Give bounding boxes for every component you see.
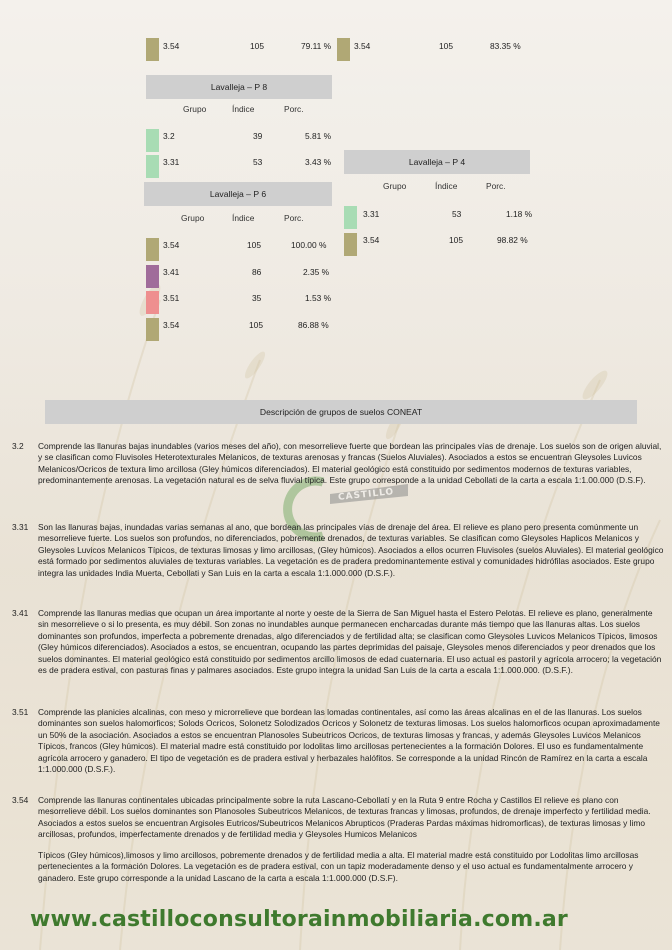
top-left-grupo: 3.54 xyxy=(163,41,180,51)
p8-row2-indice: 53 xyxy=(253,157,263,167)
p6-row2-indice: 86 xyxy=(252,267,262,277)
desc-paragraph: Son las llanuras bajas, inundadas varias semanas al ano, que bordean las principales vías de drenaje del área. El relieve es plano pero presenta comúnmente un mesorrelieve fuerte. Los suelos son profundos, no diferenciados, pobremente drenados, de texturas variables. Se clasifican como Gleysoles Haplicos Melanicos y Gleysoles Luvicos Melanicos Típicos, de texturas limosas y limo arcillosas, (Gley húmicos). Asociados a ellos ocurren Fluvisoles (suelos Aluviales). El material geológico está formado por sedimentos aluviales de texturas variables. La vegetación es de pradera predominantemente estival y comunidades hidrófilas asociados. Este grupo integra las unidades India Muerta, Cebollati y San Luis en la carta a escala 1:1.000.000 (D.S.F.). xyxy=(38,522,664,578)
description-header: Descripción de grupos de suelos CONEAT xyxy=(45,400,637,424)
color-swatch-olive xyxy=(337,38,350,61)
p6-row2-grupo: 3.41 xyxy=(163,267,180,277)
top-right-porc: 83.35 % xyxy=(490,41,521,51)
desc-paragraph: Comprende las llanuras bajas inundables (varios meses del año), con mesorrelieve fuerte que bordean las principales vías de drenaje. Los suelos son de origen aluvial, y se clasifican como Fluvisoles Heterotexturales Melanicos, de texturas arenosas y francas (Suelos Aluviales). Asociados a estos se encuentran Gleysoles Luvicos Melanicos/Ocricos de textura limo arcillosa (Gley húmicos diferenciados). El material geológico está constituido por sedimentos modernos de texturas variables, predominantemente arenosas. La vegetación natural es de selva fluvial típica. Este grupo corresponde a la unidad Cebollati de la carta a escala 1:1.00.000 (D.S.F). xyxy=(38,441,662,486)
p4-row1-indice: 53 xyxy=(452,209,462,219)
color-swatch-green xyxy=(146,155,159,178)
color-swatch-olive xyxy=(344,233,357,256)
p4-row2-porc: 98.82 % xyxy=(497,235,528,245)
top-right-grupo: 3.54 xyxy=(354,41,371,51)
desc-paragraph: Comprende las planicies alcalinas, con meso y microrrelieve que bordean las lomadas continentales, así como las áreas alcalinas en el de las llanuras. Los suelos dominantes son suelos halomorficos; Solods Ocricos, Solonetz Solodizados Ocricos y Solonetz de texturas limosas. Los suelos halomorficos ocupan aproximadamente un 50% de la asociación. Asociados a estos se encuentran Planosoles Subeutricos Ocricos, de texturas limosas y francas, y además Gleysoles Luvicos Melanicos Típicos, francos (Gley húmicos). El material madre está constituido por lodolitas limo arcillosas pertenecientes a la formación Dolores. El uso es fundamentalmente agrícola arrocero y ganadero. El tipo de vegetación es de pradera estival y herbazales halófitos. Se corresponde a la unidad Rincón de Ramírez en la carta a escala 1:1.000.000 (D.S.F.). xyxy=(38,707,660,775)
color-swatch-green xyxy=(146,129,159,152)
color-swatch-olive xyxy=(146,318,159,341)
col-header-grupo: Grupo xyxy=(383,181,407,191)
desc-code: 3.54 xyxy=(12,795,29,805)
p4-row2-indice: 105 xyxy=(449,235,463,245)
p4-row2-grupo: 3.54 xyxy=(363,235,380,245)
p6-row4-porc: 86.88 % xyxy=(298,320,329,330)
p4-row1-grupo: 3.31 xyxy=(363,209,380,219)
p6-row1-indice: 105 xyxy=(247,240,261,250)
p8-row1-porc: 5.81 % xyxy=(305,131,332,141)
p6-row1-grupo: 3.54 xyxy=(163,240,180,250)
desc-code: 3.41 xyxy=(12,608,29,618)
top-left-indice: 105 xyxy=(250,41,264,51)
p6-row2-porc: 2.35 % xyxy=(303,267,330,277)
table-header-p6: Lavalleja – P 6 xyxy=(144,182,332,206)
color-swatch-green xyxy=(344,206,357,229)
top-right-indice: 105 xyxy=(439,41,453,51)
col-header-grupo: Grupo xyxy=(181,213,205,223)
watermark-text: CASTILLO xyxy=(337,487,395,503)
color-swatch-olive xyxy=(146,38,159,61)
p4-row1-porc: 1.18 % xyxy=(506,209,533,219)
color-swatch-olive xyxy=(146,238,159,261)
desc-code: 3.51 xyxy=(12,707,29,717)
col-header-porc: Porc. xyxy=(284,213,304,223)
p6-row4-grupo: 3.54 xyxy=(163,320,180,330)
col-header-indice: Índice xyxy=(435,181,458,191)
col-header-porc: Porc. xyxy=(284,104,304,114)
desc-code: 3.2 xyxy=(12,441,24,451)
p8-row2-grupo: 3.31 xyxy=(163,157,180,167)
col-header-grupo: Grupo xyxy=(183,104,207,114)
table-header-p8: Lavalleja – P 8 xyxy=(146,75,332,99)
col-header-porc: Porc. xyxy=(486,181,506,191)
desc-paragraph: Comprende las llanuras medias que ocupan un área importante al norte y oeste de la Sierra de San Miguel hasta el Estero Pelotas. El relieve es plano, generalmente sin mesorrelieve o si lo presenta, es muy débil. Son zonas no inundables aunque permanecen encharcadas durante más tiempo que las llanuras altas. Los suelos dominantes son profundos, imperfecta a pobremente drenadas, algo diferenciados y de fertilidad alta; se clasifican como Gleysoles Luvicos Melanicos Típicos, limosos (Gley húmicos diferenciados). Asociados a estos, se encuentran, ocupando las partes deprimidas del paisaje, Gleysoles menos diferenciados y peor drenados que los suelos dominantes. El material geológico está constituido por sedimentos arcillo limosos de edad cuaternaria. El uso actual es pastoril y agrícola arrocero; la vegetación es de pradera estival, con pasturas finas y palmares asociados. Este grupo integra la unidad San Luis de la carta a escala 1:1.000.000. (D.S.F.). xyxy=(38,608,662,676)
color-swatch-pink xyxy=(146,291,159,314)
p6-row3-porc: 1.53 % xyxy=(305,293,332,303)
p6-row1-porc: 100.00 % xyxy=(291,240,327,250)
p6-row3-indice: 35 xyxy=(252,293,262,303)
desc-code: 3.31 xyxy=(12,522,29,532)
p8-row1-indice: 39 xyxy=(253,131,263,141)
desc-continuation: Típicos (Gley húmicos),limosos y limo arcillosos, pobremente drenados y de fertilidad media a alta. El material madre está constituido por Lodolitas limo arcillosas pertenecientes a la formación Dolores. La vegetación es de pradera estival, con un tapiz moderadamente denso y el uso actual es fundamentalmente arrocero y ganadero. Este grupo corresponde a la unidad Lascano de la carta a escala 1:1.000.000 (D.S.F). xyxy=(38,850,639,883)
top-left-porc: 79.11 % xyxy=(301,41,332,51)
color-swatch-purple xyxy=(146,265,159,288)
p8-row1-grupo: 3.2 xyxy=(163,131,175,141)
col-header-indice: Índice xyxy=(232,104,255,114)
p6-row3-grupo: 3.51 xyxy=(163,293,180,303)
p8-row2-porc: 3.43 % xyxy=(305,157,332,167)
col-header-indice: Índice xyxy=(232,213,255,223)
footer-website-link[interactable]: www.castilloconsultorainmobiliaria.com.ar xyxy=(30,907,568,932)
table-header-p4: Lavalleja – P 4 xyxy=(344,150,530,174)
desc-paragraph: Comprende las llanuras continentales ubicadas principalmente sobre la ruta Lascano-Cebollatí y en la Ruta 9 entre Rocha y Castillos El relieve es plano con mesorrelieve débil. Los suelos dominantes son Planosoles Subeutricos Melanicos, de texturas francas y limosas, profundos, de drenaje imperfecto y fertilidad media. Asociados a estos suelos se encuentran Argisoles Eutricos/Subeutricos Melanicos Abrupticos (Praderas Pardas máximas hidromorficas), de texturas limosas y limo arcillosas, profundos, imperfectamente drenados y de fertilidad media y Gleysoles Humicos Melanicos xyxy=(38,795,651,840)
p6-row4-indice: 105 xyxy=(249,320,263,330)
